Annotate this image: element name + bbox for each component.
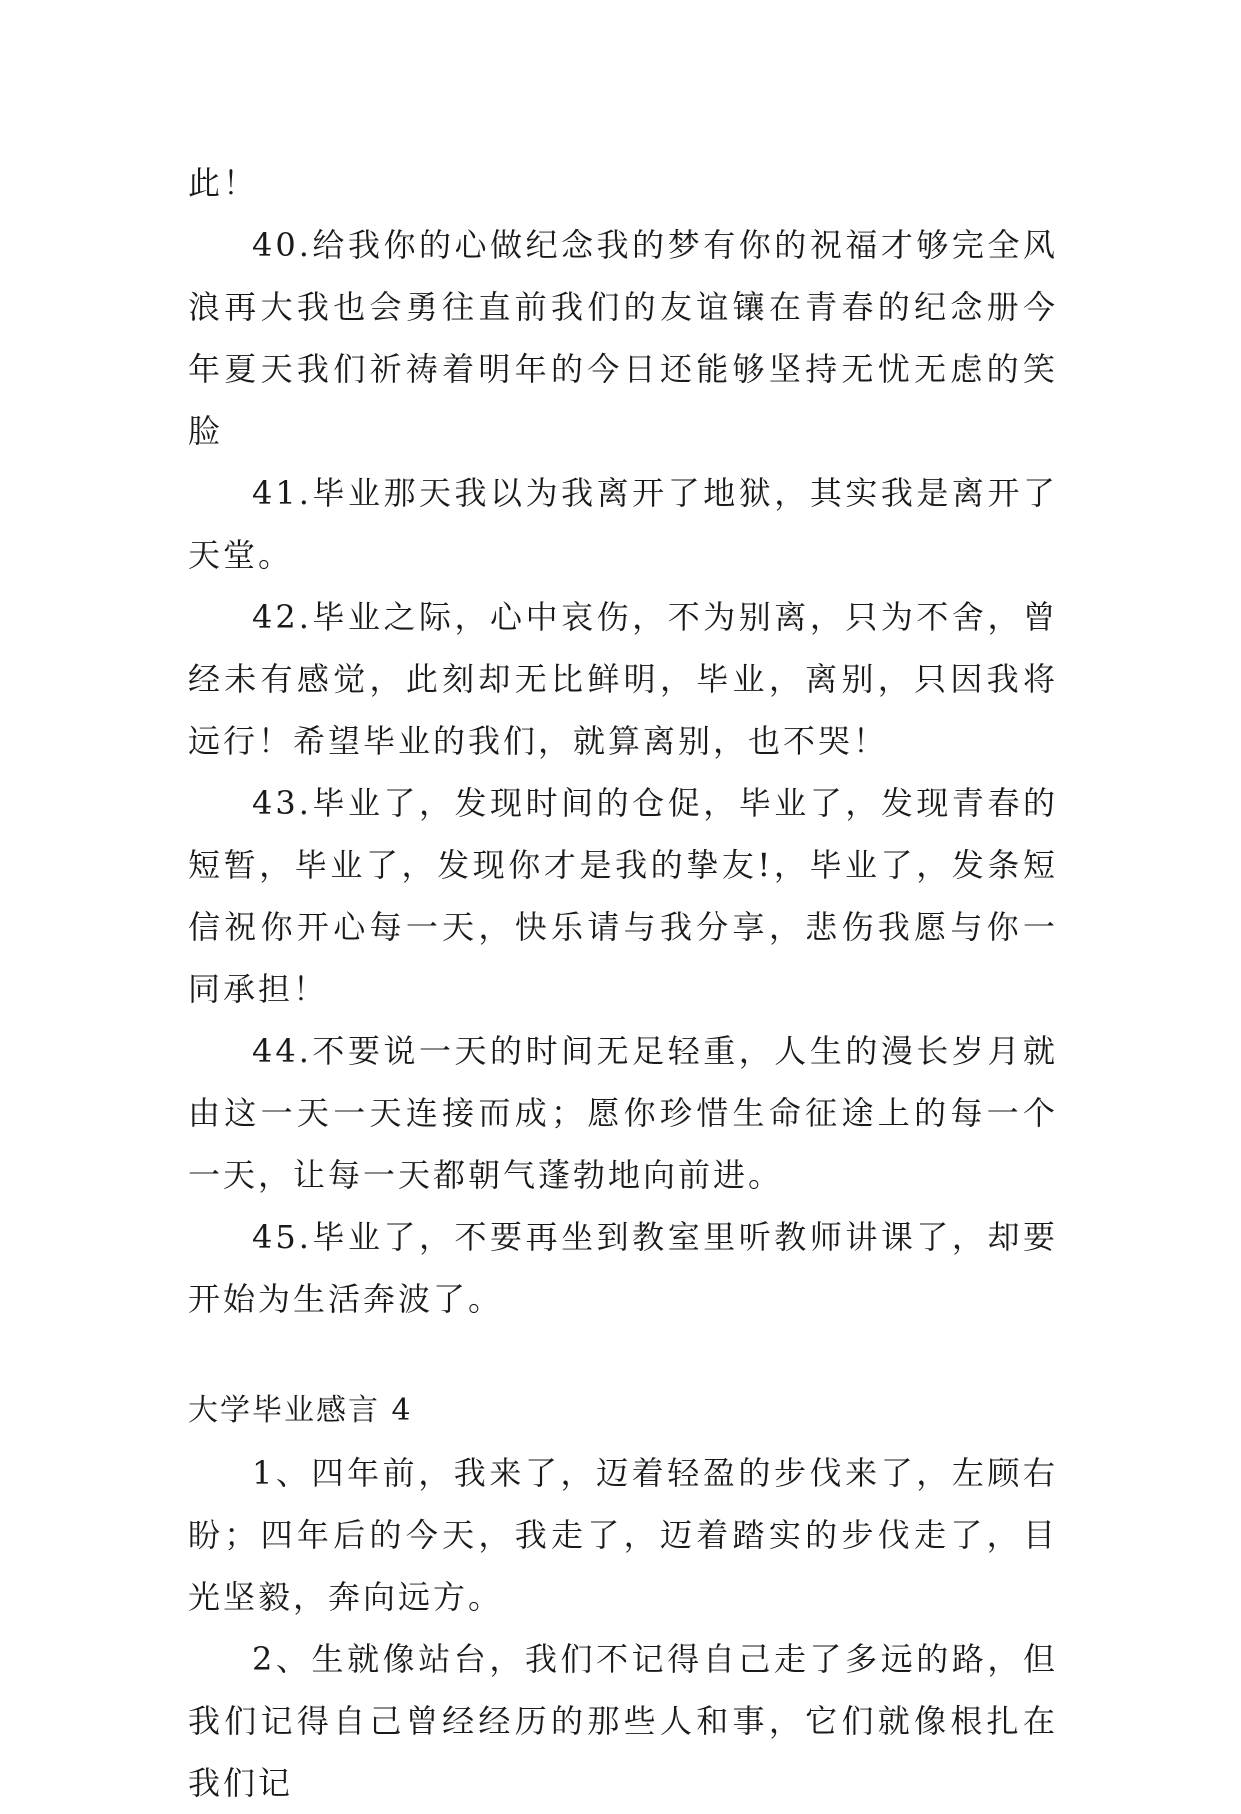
list-item-2: 2、生就像站台，我们不记得自己走了多远的路，但我们记得自己曾经经历的那些人和事，它们就像根扎在我们记	[188, 1640, 1058, 1802]
list-item-44: 44.不要说一天的时间无足轻重，人生的漫长岁月就由这一天一天连接而成；愿你珍惜生命征途上的每一个一天，让每一天都朝气蓬勃地向前进。	[188, 1032, 1058, 1194]
continuation-text: 此！	[188, 164, 259, 202]
list-item-42: 42.毕业之际，心中哀伤，不为别离，只为不舍，曾经未有感觉，此刻却无比鲜明，毕业，离别，只因我将远行！希望毕业的我们，就算离别，也不哭！	[188, 598, 1058, 760]
list-item-45: 45.毕业了，不要再坐到教室里听教师讲课了，却要开始为生活奔波了。	[188, 1218, 1058, 1318]
list-item-41: 41.毕业那天我以为我离开了地狱，其实我是离开了天堂。	[188, 474, 1058, 574]
list-item-1: 1、四年前，我来了，迈着轻盈的步伐来了，左顾右盼；四年后的今天，我走了，迈着踏实的步伐走了，目光坚毅，奔向远方。	[188, 1454, 1058, 1616]
list-item-40: 40.给我你的心做纪念我的梦有你的祝福才够完全风浪再大我也会勇往直前我们的友谊镶在青春的纪念册今年夏天我们祈祷着明年的今日还能够坚持无忧无虑的笑脸	[188, 226, 1058, 450]
list-item-43: 43.毕业了，发现时间的仓促，毕业了，发现青春的短暂，毕业了，发现你才是我的挚友!，毕业了，发条短信祝你开心每一天，快乐请与我分享，悲伤我愿与你一同承担！	[188, 784, 1058, 1008]
section-heading: 大学毕业感言 4	[188, 1393, 413, 1428]
section-spacer	[188, 1330, 1058, 1380]
document-body	[188, 152, 1058, 1814]
